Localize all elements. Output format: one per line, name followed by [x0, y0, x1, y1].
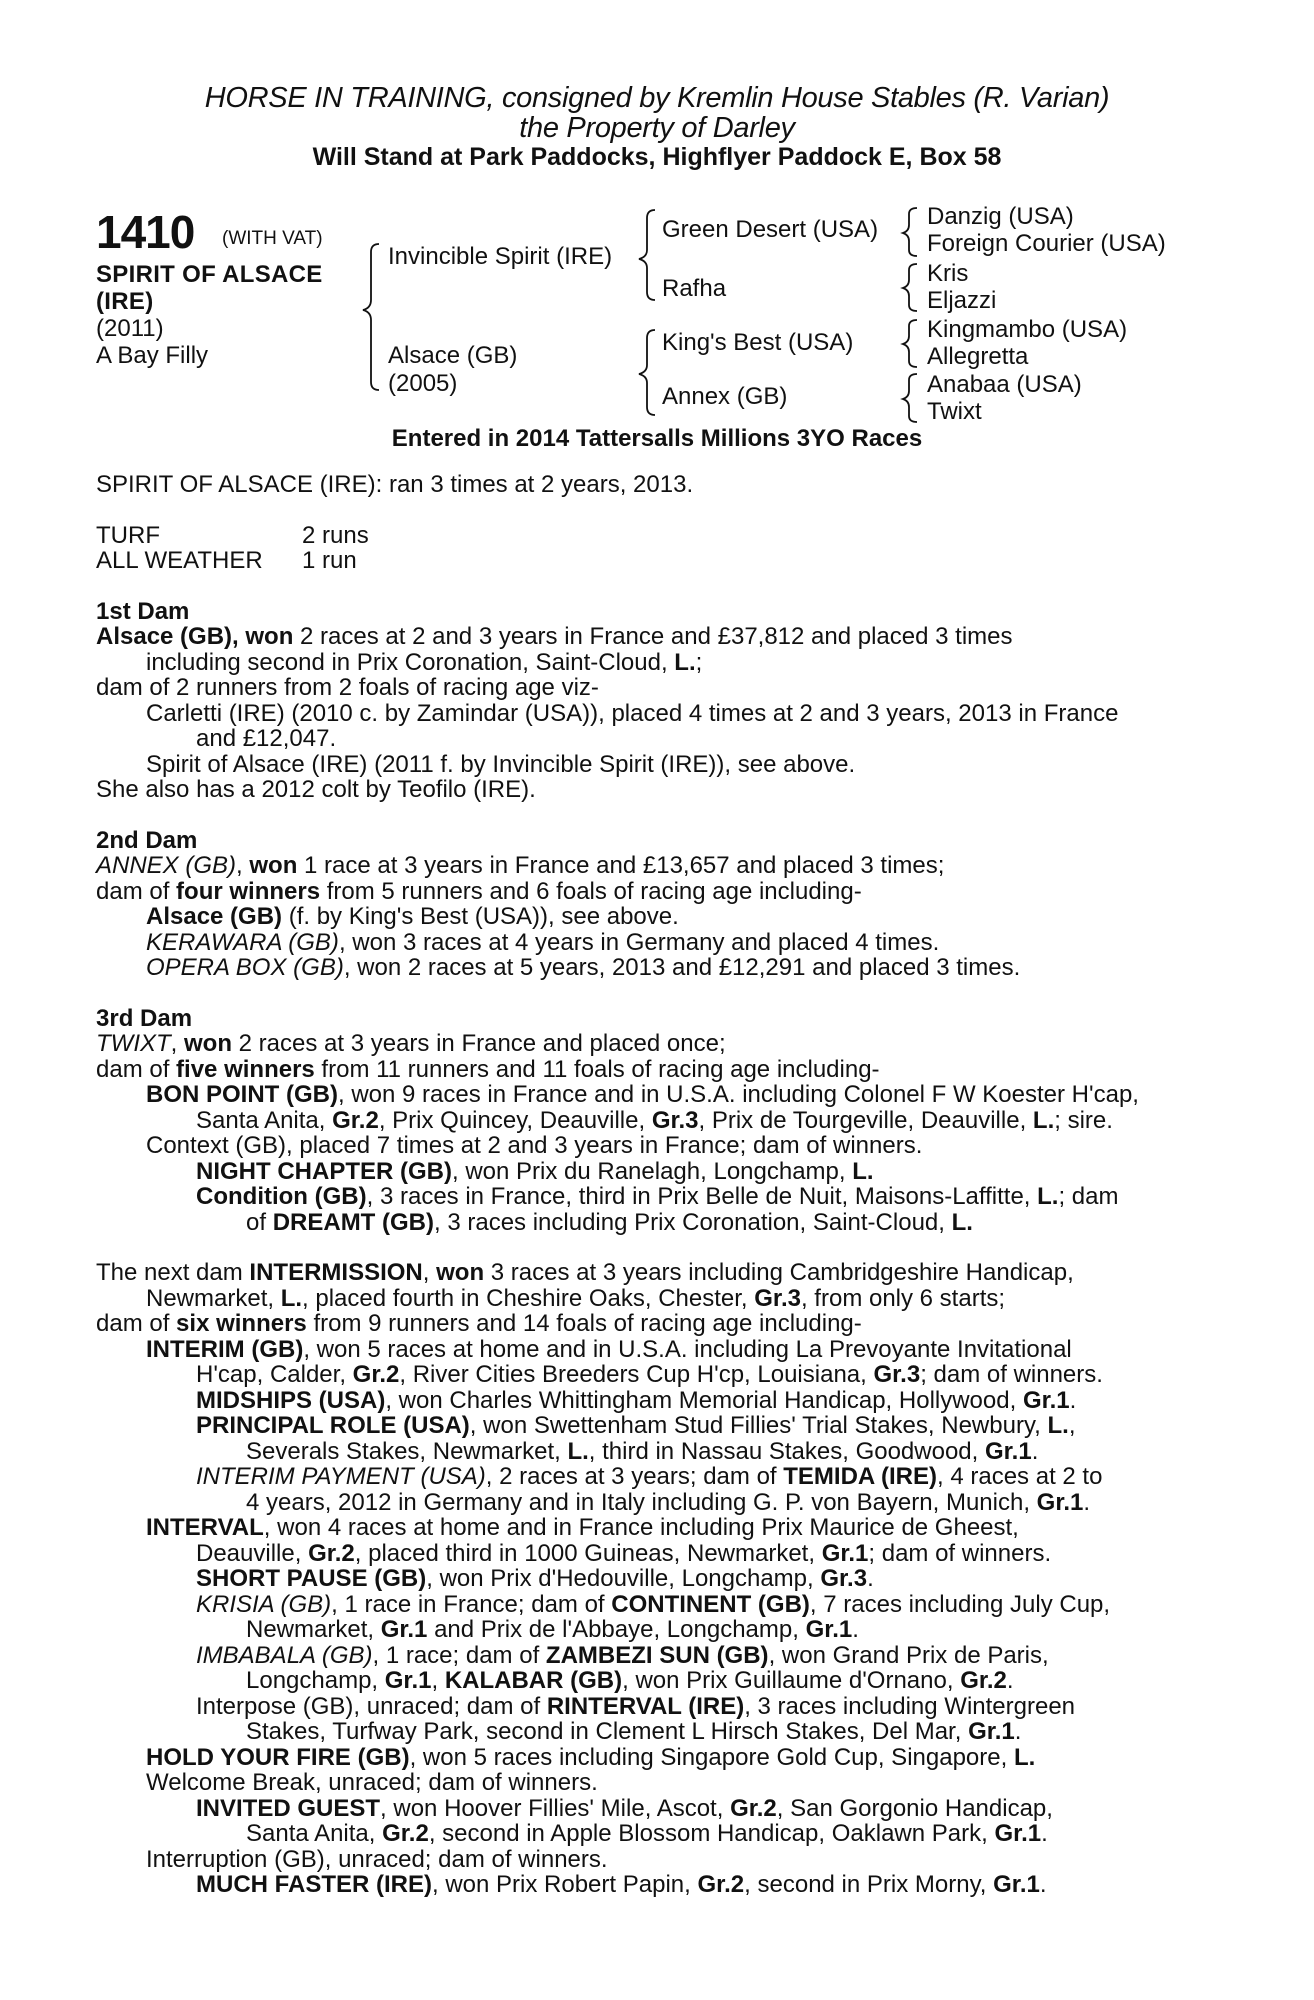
- text-run: Longchamp,: [246, 1667, 385, 1694]
- text-run: from 11 runners and 11 foals of racing age including-: [314, 1055, 880, 1083]
- text-run: , San Gorgonio Handicap,: [776, 1794, 1053, 1822]
- text-run: CONTINENT (GB): [611, 1590, 810, 1618]
- text-run: .: [1006, 1667, 1014, 1694]
- produce-line: Welcome Break, unraced; dam of winners.: [146, 1769, 598, 1796]
- produce-line: Context (GB), placed 7 times at 2 and 3 years in France; dam of winners.: [146, 1132, 923, 1159]
- text-run: ; sire.: [1054, 1106, 1113, 1134]
- text-run: ; dam of winners.: [868, 1539, 1052, 1567]
- produce-line: Interruption (GB), unraced; dam of winners.: [146, 1845, 608, 1873]
- text-run: dam of: [96, 1055, 177, 1083]
- pedigree-dss: Kingmambo (USA): [927, 316, 1128, 343]
- text-run: six winners: [176, 1310, 307, 1337]
- text-run: INTERVAL: [146, 1514, 264, 1541]
- text-run: , 3 races including Prix Coronation, Saint-Cloud,: [434, 1208, 952, 1236]
- produce-line: [96, 1541, 1206, 1567]
- text-run: MIDSHIPS (USA): [196, 1386, 386, 1414]
- text-run: Gr.2: [960, 1667, 1007, 1694]
- catalogue-body: [96, 472, 1206, 1898]
- text-run: , won Prix d'Hedouville, Longchamp,: [426, 1565, 821, 1592]
- text-run: , won 4 races at home and in France including Prix Maurice de Gheest,: [263, 1514, 1019, 1541]
- text-run: IMBABALA (GB): [196, 1641, 373, 1669]
- text-run: of: [246, 1208, 273, 1236]
- text-run: ZAMBEZI SUN (GB): [545, 1641, 769, 1669]
- pedigree-sdd: Eljazzi: [927, 287, 997, 314]
- text-run: , 7 races including July Cup,: [809, 1590, 1111, 1618]
- text-run: Santa Anita,: [246, 1820, 383, 1847]
- pedigree-sire-dam: Rafha: [662, 275, 727, 302]
- race-record-summary: SPIRIT OF ALSACE (IRE): ran 3 times at 2 years, 2013.: [96, 471, 694, 498]
- text-run: Condition (GB): [196, 1183, 367, 1210]
- text-run: , second in Apple Blossom Handicap, Oaklawn Park,: [428, 1820, 995, 1847]
- text-run: Gr.2: [352, 1361, 400, 1388]
- text-run: INVITED GUEST: [196, 1794, 381, 1822]
- text-run: Gr.2: [382, 1820, 429, 1847]
- text-run: , from only 6 starts;: [800, 1284, 1006, 1312]
- text-run: .: [1031, 1437, 1039, 1465]
- text-run: KRISIA (GB): [196, 1590, 332, 1618]
- text-run: SHORT PAUSE (GB): [196, 1565, 427, 1592]
- first-dam-heading: 1st Dam: [96, 597, 190, 625]
- text-run: Interpose (GB), unraced; dam of: [196, 1692, 547, 1720]
- text-run: Gr.1: [993, 1871, 1040, 1898]
- text-run: .: [1083, 1488, 1091, 1516]
- text-run: , won 3 races at 4 years in Germany and placed 4 times.: [338, 928, 940, 956]
- text-run: L.: [1013, 1743, 1036, 1771]
- text-run: .: [1041, 1820, 1048, 1847]
- pedigree-dam-sire: King's Best (USA): [662, 329, 854, 356]
- produce-line: [96, 930, 1206, 956]
- text-run: L.: [280, 1284, 303, 1312]
- first-dam-line: [96, 650, 1206, 676]
- produce-line: and £12,047.: [196, 725, 337, 752]
- produce-line: [96, 1337, 1206, 1363]
- text-run: 2 runs: [302, 521, 369, 549]
- pedigree-sss: Danzig (USA): [927, 203, 1074, 230]
- text-run: (f. by King's Best (USA)), see above.: [282, 903, 679, 930]
- text-run: ; dam of winners.: [920, 1361, 1103, 1388]
- text-run: .: [852, 1616, 859, 1643]
- text-run: , won 5 races at home and in U.S.A. including La Prevoyante Invitational: [303, 1335, 1072, 1363]
- produce-line: [96, 1388, 1206, 1414]
- text-run: Gr.1: [1022, 1386, 1070, 1414]
- produce-line: Carletti (IRE) (2010 c. by Zamindar (USA)), placed 4 times at 2 and 3 years, 2013 in France: [146, 699, 1119, 727]
- text-run: including second in Prix Coronation, Saint-Cloud,: [146, 648, 675, 676]
- text-run: L.: [674, 648, 696, 676]
- text-run: , won Prix Robert Papin,: [432, 1871, 698, 1898]
- text-run: from 9 runners and 14 foals of racing age including-: [306, 1310, 862, 1337]
- text-run: RINTERVAL (IRE): [546, 1692, 745, 1720]
- text-run: ,: [431, 1667, 445, 1694]
- produce-line: [96, 1184, 1206, 1210]
- text-run: , won 5 races including Singapore Gold Cup, Singapore,: [409, 1743, 1014, 1771]
- text-run: INTERIM (GB): [146, 1335, 304, 1363]
- pedigree-dsd: Allegretta: [927, 343, 1029, 370]
- text-run: .: [1039, 1871, 1047, 1898]
- text-run: Gr.1: [384, 1667, 432, 1694]
- text-run: Gr.1: [968, 1718, 1015, 1745]
- text-run: INTERMISSION: [249, 1259, 423, 1286]
- text-run: Gr.1: [985, 1437, 1032, 1465]
- pedigree-sire: Invincible Spirit (IRE): [388, 243, 613, 270]
- text-run: won: [184, 1030, 232, 1057]
- pedigree-dds: Anabaa (USA): [927, 371, 1082, 398]
- text-run: Gr.2: [332, 1106, 379, 1134]
- text-run: Gr.1: [994, 1820, 1042, 1847]
- text-run: Gr.1: [1036, 1488, 1084, 1516]
- text-run: L.: [1032, 1106, 1055, 1134]
- text-run: 2 races at 2 and 3 years in France and £37,812 and placed 3 times: [293, 623, 1013, 650]
- text-run: L.: [1037, 1183, 1059, 1210]
- produce-line: [96, 1592, 1206, 1618]
- produce-line: She also has a 2012 colt by Teofilo (IRE).: [96, 776, 536, 803]
- text-run: , won Prix du Ranelagh, Longchamp,: [451, 1157, 853, 1185]
- pedigree-sire-sire: Green Desert (USA): [662, 216, 879, 243]
- third-dam-line: [96, 1057, 1206, 1083]
- pedigree-ddd: Twixt: [927, 398, 982, 425]
- text-run: ,: [236, 852, 250, 879]
- text-run: Gr.1: [805, 1616, 853, 1643]
- text-run: 4 years, 2012 in Germany and in Italy including G. P. von Bayern, Munich,: [246, 1488, 1037, 1516]
- text-run: , won Swettenham Stud Fillies' Trial Stakes, Newbury,: [469, 1412, 1048, 1439]
- text-run: , 2 races at 3 years; dam of: [485, 1463, 784, 1490]
- produce-line: [96, 904, 1206, 930]
- text-run: H'cap, Calder,: [196, 1361, 353, 1388]
- text-run: and Prix de l'Abbaye, Longchamp,: [427, 1616, 806, 1643]
- text-run: dam of: [96, 877, 177, 905]
- text-run: 2 races at 3 years in France and placed once;: [232, 1030, 726, 1057]
- text-run: , 3 races including Wintergreen: [744, 1692, 1076, 1720]
- text-run: TURF: [96, 521, 160, 549]
- text-run: ,: [170, 1030, 184, 1057]
- text-run: ,: [422, 1259, 437, 1286]
- produce-line: [96, 1668, 1206, 1694]
- text-run: DREAMT (GB): [272, 1208, 434, 1236]
- produce-line: [96, 1566, 1206, 1592]
- text-run: , won Prix Guillaume d'Ornano,: [622, 1667, 961, 1694]
- produce-line: [96, 1796, 1206, 1822]
- text-run: TWIXT: [96, 1030, 171, 1057]
- pedigree-brackets: [0, 0, 1314, 440]
- text-run: ANNEX (GB): [96, 852, 237, 879]
- text-run: Severals Stakes, Newmarket,: [246, 1437, 568, 1465]
- text-run: won: [249, 852, 298, 879]
- produce-line: [96, 1719, 1206, 1745]
- text-run: TEMIDA (IRE): [783, 1463, 938, 1490]
- produce-line: [96, 1745, 1206, 1771]
- produce-line: [96, 1108, 1206, 1134]
- text-run: , Prix Quincey, Deauville,: [378, 1106, 652, 1134]
- text-run: 1 run: [302, 547, 357, 574]
- text-run: , placed fourth in Cheshire Oaks, Chester,: [302, 1284, 755, 1312]
- produce-line: [96, 1159, 1206, 1185]
- pedigree-ssd: Foreign Courier (USA): [927, 230, 1166, 257]
- pedigree-sds: Kris: [927, 260, 969, 287]
- third-dam-line: [96, 1031, 1206, 1057]
- next-dam-line: [96, 1311, 1206, 1337]
- text-run: Alsace (GB): [146, 903, 283, 930]
- text-run: Alsace (GB), won: [96, 623, 294, 650]
- text-run: Gr.1: [821, 1539, 869, 1567]
- horse-name: SPIRIT OF ALSACE: [96, 261, 323, 288]
- pedigree-dam-dam: Annex (GB): [662, 383, 788, 410]
- text-run: Gr.3: [873, 1361, 921, 1388]
- text-run: four winners: [176, 877, 321, 905]
- first-dam-line: dam of 2 runners from 2 foals of racing age viz-: [96, 674, 599, 701]
- produce-line: [96, 1515, 1206, 1541]
- produce-line: [96, 1617, 1206, 1643]
- text-run: Santa Anita,: [196, 1106, 333, 1134]
- text-run: ,: [1068, 1412, 1076, 1439]
- produce-line: Spirit of Alsace (IRE) (2011 f. by Invincible Spirit (IRE)), see above.: [146, 750, 856, 778]
- text-run: , 4 races at 2 to: [937, 1463, 1103, 1490]
- text-run: , won 9 races in France and in U.S.A. including Colonel F W Koester H'cap,: [338, 1081, 1139, 1108]
- text-run: L.: [951, 1208, 973, 1236]
- first-dam-line: [96, 624, 1206, 650]
- text-run: , won 2 races at 5 years, 2013 and £12,291 and placed 3 times.: [343, 954, 1021, 981]
- header-property: the Property of Darley: [519, 112, 795, 144]
- record-turf: [96, 523, 1206, 549]
- text-run: INTERIM PAYMENT (USA): [196, 1463, 486, 1490]
- text-run: L.: [567, 1437, 589, 1465]
- text-run: Gr.1: [380, 1616, 428, 1643]
- text-run: The next dam: [96, 1259, 250, 1286]
- text-run: NIGHT CHAPTER (GB): [196, 1157, 452, 1185]
- text-run: ALL WEATHER: [96, 547, 263, 574]
- next-dam-line: [96, 1286, 1206, 1312]
- record-all-weather: [96, 548, 1206, 574]
- produce-line: [96, 1872, 1206, 1898]
- text-run: won: [436, 1259, 485, 1286]
- text-run: , Prix de Tourgeville, Deauville,: [698, 1106, 1033, 1134]
- text-run: Gr.3: [820, 1565, 868, 1592]
- text-run: L.: [852, 1157, 874, 1185]
- next-dam-line: [96, 1260, 1206, 1286]
- text-run: MUCH FASTER (IRE): [196, 1871, 432, 1898]
- text-run: .: [1014, 1718, 1022, 1745]
- text-run: L.: [1047, 1412, 1069, 1439]
- horse-year: (2011): [96, 315, 164, 342]
- text-run: PRINCIPAL ROLE (USA): [196, 1412, 470, 1439]
- text-run: Gr.3: [754, 1284, 801, 1312]
- header-consignor: HORSE IN TRAINING, consigned by Kremlin House Stables (R. Varian): [204, 82, 1110, 114]
- text-run: OPERA BOX (GB): [146, 954, 344, 981]
- text-run: , won Hoover Fillies' Mile, Ascot,: [380, 1794, 731, 1822]
- text-run: , 3 races in France, third in Prix Belle de Nuit, Maisons-Laffitte,: [366, 1183, 1038, 1210]
- text-run: Stakes, Turfway Park, second in Clement L Hirsch Stakes, Del Mar,: [246, 1718, 969, 1745]
- third-dam-heading: 3rd Dam: [96, 1004, 193, 1032]
- text-run: , third in Nassau Stakes, Goodwood,: [588, 1437, 985, 1465]
- text-run: , won Grand Prix de Paris,: [768, 1641, 1049, 1669]
- text-run: Newmarket,: [146, 1284, 281, 1312]
- produce-line: [96, 1362, 1206, 1388]
- text-run: , River Cities Breeders Cup H'cp, Louisiana,: [399, 1361, 874, 1388]
- text-run: , second in Prix Morny,: [744, 1871, 994, 1898]
- text-run: Newmarket,: [246, 1616, 381, 1643]
- produce-line: [96, 1439, 1206, 1465]
- text-run: .: [1069, 1386, 1077, 1414]
- text-run: Gr.2: [730, 1794, 777, 1822]
- text-run: HOLD YOUR FIRE (GB): [146, 1743, 410, 1771]
- produce-line: [96, 1413, 1206, 1439]
- produce-line: [96, 955, 1206, 981]
- text-run: KERAWARA (GB): [146, 928, 339, 956]
- pedigree-dam: Alsace (GB): [388, 342, 518, 369]
- produce-line: [96, 1490, 1206, 1516]
- text-run: , 1 race in France; dam of: [331, 1590, 612, 1618]
- text-run: , 1 race; dam of: [372, 1641, 546, 1669]
- text-run: .: [867, 1565, 874, 1592]
- produce-line: [96, 1643, 1206, 1669]
- header-location: Will Stand at Park Paddocks, Highflyer Paddock E, Box 58: [312, 143, 1002, 171]
- horse-description: A Bay Filly: [96, 342, 209, 369]
- text-run: ;: [695, 648, 703, 676]
- text-run: from 5 runners and 6 foals of racing age including-: [320, 877, 862, 905]
- produce-line: [96, 1464, 1206, 1490]
- second-dam-line: [96, 879, 1206, 905]
- text-run: , won Charles Whittingham Memorial Handicap, Hollywood,: [385, 1386, 1023, 1414]
- produce-line: [96, 1694, 1206, 1720]
- text-run: ; dam: [1058, 1183, 1119, 1210]
- text-run: Gr.3: [651, 1106, 699, 1134]
- text-run: 3 races at 3 years including Cambridgeshire Handicap,: [484, 1259, 1074, 1286]
- lot-vat: (WITH VAT): [222, 228, 323, 249]
- produce-line: [96, 1082, 1206, 1108]
- text-run: Gr.2: [308, 1539, 355, 1567]
- entered-note: Entered in 2014 Tattersalls Millions 3YO Races: [391, 425, 923, 452]
- horse-name-country: (IRE): [96, 288, 154, 315]
- second-dam-heading: 2nd Dam: [96, 826, 198, 854]
- lot-number: 1410: [96, 206, 195, 258]
- pedigree-dam-year: (2005): [388, 370, 458, 397]
- produce-line: [96, 1821, 1206, 1847]
- text-run: BON POINT (GB): [146, 1081, 338, 1108]
- text-run: five winners: [176, 1055, 315, 1083]
- text-run: Deauville,: [196, 1539, 309, 1567]
- text-run: KALABAR (GB): [444, 1667, 623, 1694]
- text-run: 1 race at 3 years in France and £13,657 and placed 3 times;: [297, 852, 945, 879]
- second-dam-line: [96, 853, 1206, 879]
- text-run: , placed third in 1000 Guineas, Newmarket,: [354, 1539, 822, 1567]
- produce-line: [96, 1210, 1206, 1236]
- text-run: Gr.2: [697, 1871, 745, 1898]
- text-run: dam of: [96, 1310, 177, 1337]
